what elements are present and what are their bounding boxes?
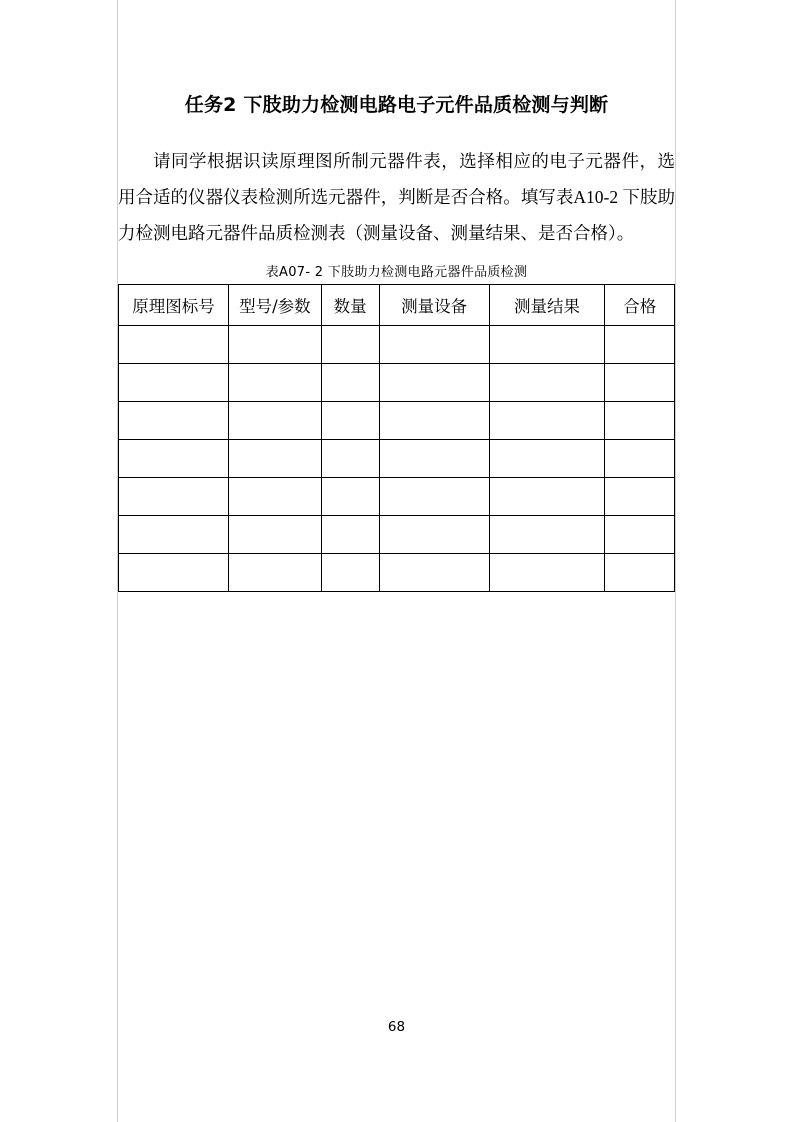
table-cell[interactable]	[605, 477, 675, 515]
table-cell[interactable]	[379, 363, 489, 401]
table-cell[interactable]	[605, 363, 675, 401]
table-cell[interactable]	[605, 515, 675, 553]
table-cell[interactable]	[229, 363, 322, 401]
table-header-cell: 测量设备	[379, 284, 489, 325]
table-cell[interactable]	[605, 439, 675, 477]
table-cell[interactable]	[119, 515, 229, 553]
table-cell[interactable]	[379, 439, 489, 477]
table-cell[interactable]	[321, 553, 379, 591]
table-cell[interactable]	[489, 515, 605, 553]
table-cell[interactable]	[321, 515, 379, 553]
table-cell[interactable]	[379, 477, 489, 515]
table-cell[interactable]	[605, 553, 675, 591]
table-cell[interactable]	[489, 401, 605, 439]
table-cell[interactable]	[119, 401, 229, 439]
table-cell[interactable]	[119, 325, 229, 363]
table-cell[interactable]	[321, 477, 379, 515]
table-cell[interactable]	[605, 325, 675, 363]
table-cell[interactable]	[119, 439, 229, 477]
table-row	[119, 363, 675, 401]
table-header-cell: 原理图标号	[119, 284, 229, 325]
table-cell[interactable]	[321, 363, 379, 401]
table-cell[interactable]	[489, 477, 605, 515]
table-row	[119, 439, 675, 477]
page-title: 任务2 下肢助力检测电路电子元件品质检测与判断	[184, 94, 609, 116]
table-cell[interactable]	[379, 401, 489, 439]
body-paragraph: 请同学根据识读原理图所制元器件表，选择相应的电子元器件，选用合适的仪器仪表检测所选元器件，判断是否合格。填写表A10-2 下肢助力检测电路元器件品质检测表（测量设备、测量结果、是否合格）。	[118, 150, 675, 243]
table-cell[interactable]	[119, 553, 229, 591]
page-number: 68	[387, 1019, 406, 1035]
table-cell[interactable]	[229, 515, 322, 553]
table-header-row	[119, 284, 675, 325]
table-cell[interactable]	[229, 401, 322, 439]
table-cell[interactable]	[379, 325, 489, 363]
page-content	[118, 92, 675, 592]
table-cell[interactable]	[229, 325, 322, 363]
table-cell[interactable]	[119, 477, 229, 515]
table-row	[119, 553, 675, 591]
table-cell[interactable]	[379, 515, 489, 553]
table-cell[interactable]	[229, 477, 322, 515]
table-cell[interactable]	[229, 553, 322, 591]
table-cell[interactable]	[229, 439, 322, 477]
table-cell[interactable]	[489, 553, 605, 591]
table-cell[interactable]	[119, 363, 229, 401]
table-row	[119, 515, 675, 553]
table-cell[interactable]	[321, 401, 379, 439]
table-header-cell: 测量结果	[489, 284, 605, 325]
table-cell[interactable]	[379, 553, 489, 591]
table-cell[interactable]	[489, 439, 605, 477]
table-cell[interactable]	[321, 325, 379, 363]
table-row	[119, 325, 675, 363]
table-caption: 表A07- 2 下肢助力检测电路元器件品质检测	[265, 264, 528, 280]
table-cell[interactable]	[489, 363, 605, 401]
table-header-cell: 数量	[321, 284, 379, 325]
right-margin-guide	[675, 0, 676, 1122]
table-header-cell: 合格	[605, 284, 675, 325]
table-row	[119, 477, 675, 515]
table-cell[interactable]	[605, 401, 675, 439]
component-quality-table	[118, 284, 675, 592]
table-cell[interactable]	[321, 439, 379, 477]
table-cell[interactable]	[489, 325, 605, 363]
table-row	[119, 401, 675, 439]
table-header-cell: 型号/参数	[229, 284, 322, 325]
